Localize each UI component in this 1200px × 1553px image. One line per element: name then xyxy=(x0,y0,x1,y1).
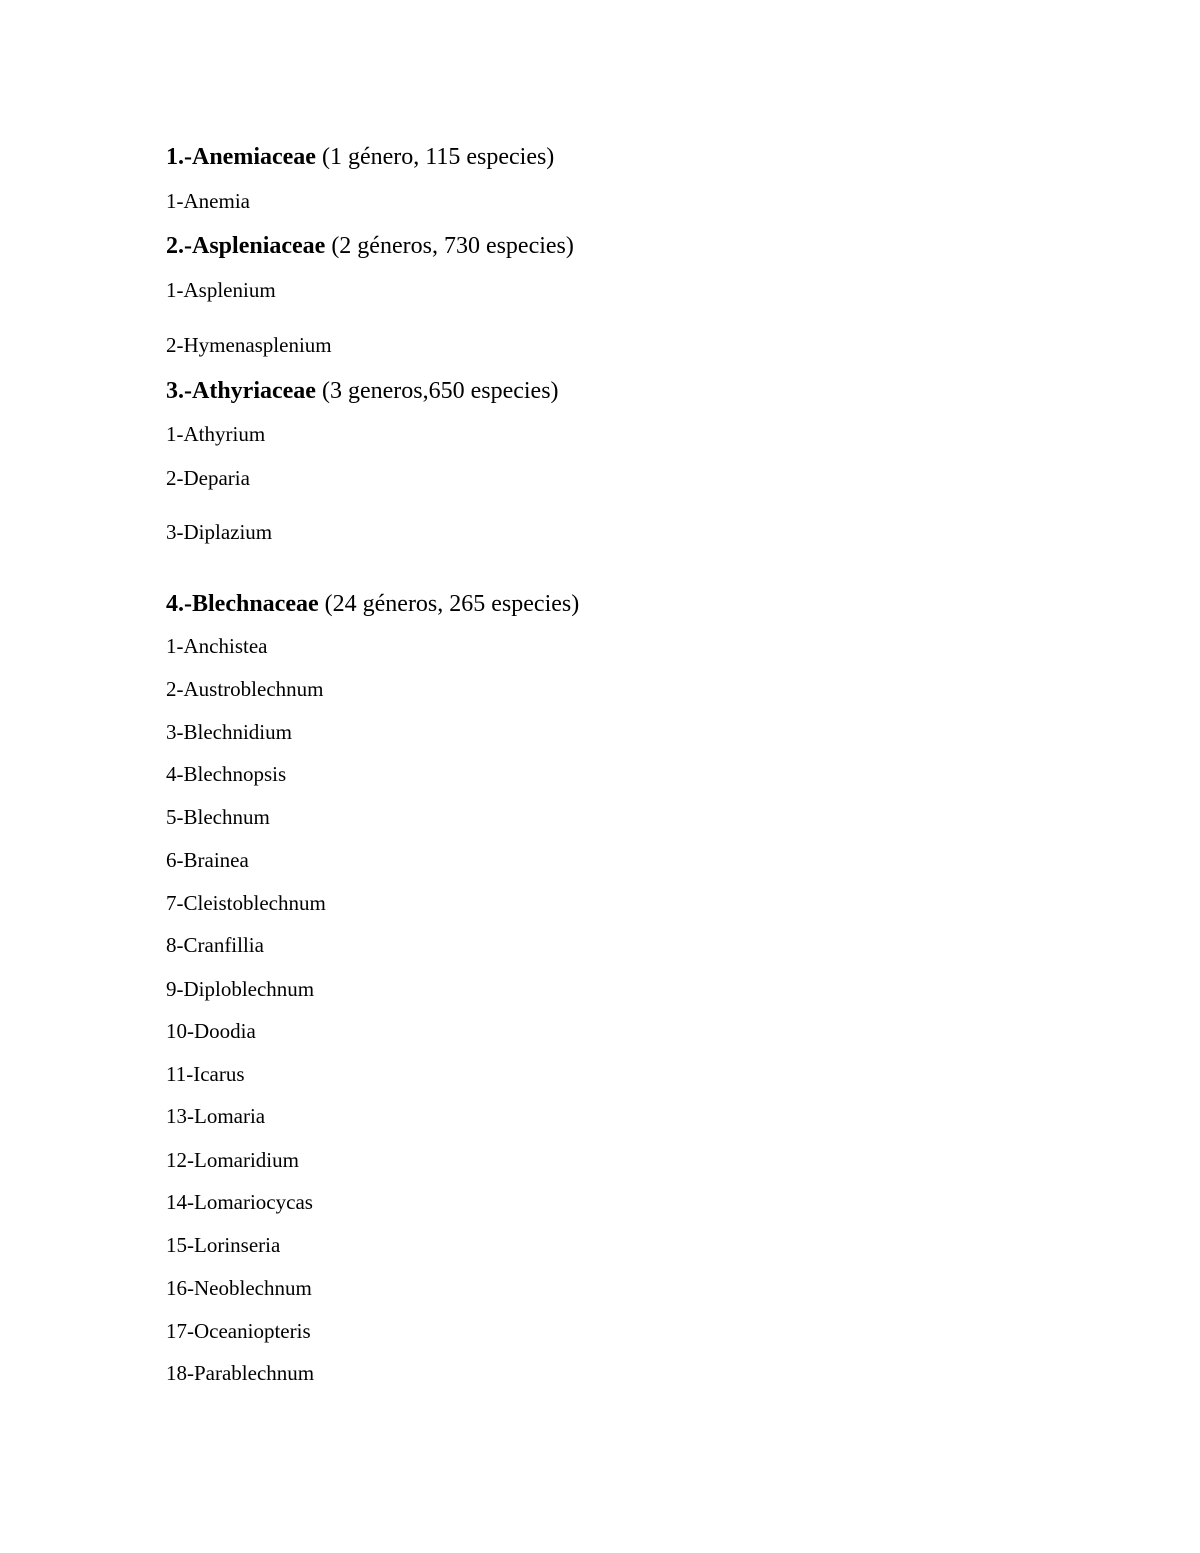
family-number: 2.- xyxy=(166,233,192,259)
genus-item: 16-Neoblechnum xyxy=(166,1276,312,1300)
genus-item: 1-Athyrium xyxy=(166,422,266,446)
genus-item: 17-Oceaniopteris xyxy=(166,1319,311,1343)
genus-item: 3-Blechnidium xyxy=(166,720,292,744)
family-detail: (3 generos,650 especies) xyxy=(315,378,559,404)
genus-item: 18-Parablechnum xyxy=(166,1361,315,1385)
genus-item: 6-Brainea xyxy=(166,848,249,872)
genus-item: 7-Cleistoblechnum xyxy=(166,891,326,915)
family-heading xyxy=(166,592,579,616)
family-name: Aspleniaceae xyxy=(192,233,326,259)
genus-item: 1-Anchistea xyxy=(166,634,268,658)
genus-item: 11-Icarus xyxy=(166,1062,245,1086)
genus-item: 13-Lomaria xyxy=(166,1104,266,1128)
family-heading xyxy=(166,379,559,403)
family-name: Athyriaceae xyxy=(192,378,316,404)
family-number: 4.- xyxy=(166,591,192,617)
family-number: 3.- xyxy=(166,378,192,404)
genus-item: 2-Deparia xyxy=(166,466,250,490)
family-detail: (2 géneros, 730 especies) xyxy=(325,233,574,259)
family-number: 1.- xyxy=(166,144,192,170)
genus-item: 3-Diplazium xyxy=(166,520,273,544)
genus-item: 5-Blechnum xyxy=(166,805,270,829)
genus-item: 12-Lomaridium xyxy=(166,1148,299,1172)
family-detail: (24 géneros, 265 especies) xyxy=(318,591,580,617)
genus-item: 2-Austroblechnum xyxy=(166,677,324,701)
genus-item: 1-Anemia xyxy=(166,189,250,213)
genus-item: 15-Lorinseria xyxy=(166,1233,281,1257)
family-name: Anemiaceae xyxy=(192,144,316,170)
genus-item: 4-Blechnopsis xyxy=(166,762,287,786)
family-name: Blechnaceae xyxy=(192,591,319,617)
genus-item: 8-Cranfillia xyxy=(166,933,264,957)
family-detail: (1 género, 115 especies) xyxy=(315,144,555,170)
genus-item: 9-Diploblechnum xyxy=(166,977,315,1001)
family-heading xyxy=(166,145,554,169)
genus-item: 14-Lomariocycas xyxy=(166,1190,313,1214)
family-heading xyxy=(166,234,574,258)
genus-item: 2-Hymenasplenium xyxy=(166,333,332,357)
genus-item: 10-Doodia xyxy=(166,1019,256,1043)
genus-item: 1-Asplenium xyxy=(166,278,276,302)
